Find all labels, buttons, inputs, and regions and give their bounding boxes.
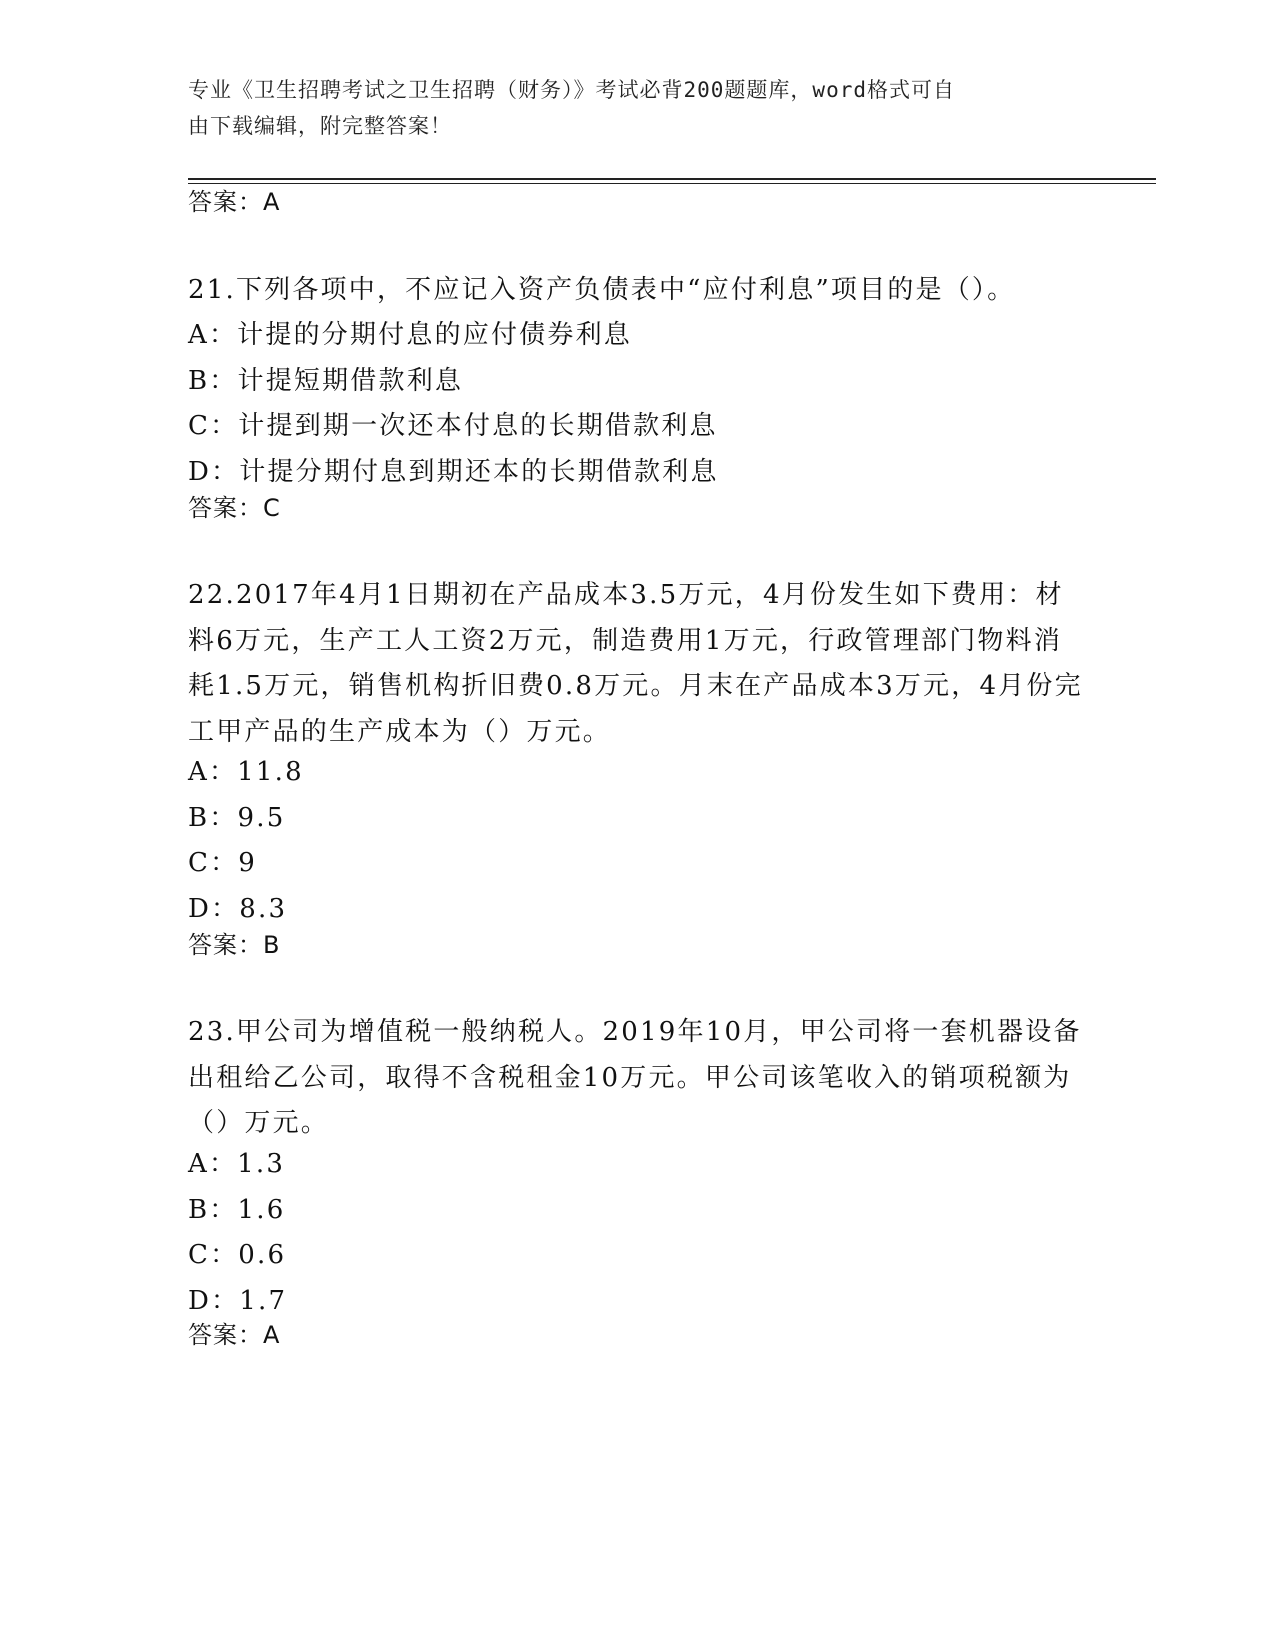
header-line-2: 由下载编辑，附完整答案！	[188, 114, 452, 138]
header-divider	[188, 178, 1156, 180]
option-c: C：9	[188, 848, 258, 878]
option-a: A：11.8	[188, 757, 304, 787]
option-a: A：1.3	[188, 1149, 286, 1179]
option-d: D：8.3	[188, 893, 288, 924]
answer-line: 答案：B	[188, 931, 281, 959]
answer-line: 答案：C	[188, 494, 281, 522]
option-a: A：计提的分期付息的应付债券利息	[188, 320, 632, 350]
document-header	[188, 72, 1088, 144]
option-d: D：计提分期付息到期还本的长期借款利息	[188, 456, 719, 487]
option-d: D：1.7	[188, 1285, 288, 1316]
option-b: B：9.5	[188, 802, 286, 833]
question-stem: 23.甲公司为增值税一般纳税人。2019年10月，甲公司将一套机器设备出租给乙公司，取得不含税租金10万元。甲公司该笔收入的销项税额为（）万元。	[188, 1017, 1082, 1138]
question-stem: 22.2017年4月1日期初在产品成本3.5万元，4月份发生如下费用：材料6万元，生产工人工资2万元，制造费用1万元，行政管理部门物料消耗1.5万元，销售机构折旧费0.8万元。月末在产品成本3万元，4月份完工甲产品的生产成本为（）万元。	[188, 580, 1083, 747]
header-line-1: 专业《卫生招聘考试之卫生招聘（财务）》考试必背200题题库，word格式可自	[188, 78, 955, 102]
answer-line: 答案：A	[188, 188, 281, 216]
option-list	[188, 1142, 1088, 1324]
option-c: C：0.6	[188, 1240, 287, 1270]
option-list	[188, 313, 1088, 495]
header-divider-thin	[188, 183, 1156, 184]
answer-line: 答案：A	[188, 1321, 281, 1349]
question-stem: 21.下列各项中，不应记入资产负债表中“应付利息”项目的是（）。	[188, 275, 1016, 305]
option-c: C：计提到期一次还本付息的长期借款利息	[188, 411, 718, 441]
option-list	[188, 750, 1088, 932]
option-b: B：计提短期借款利息	[188, 365, 464, 396]
option-b: B：1.6	[188, 1194, 286, 1225]
